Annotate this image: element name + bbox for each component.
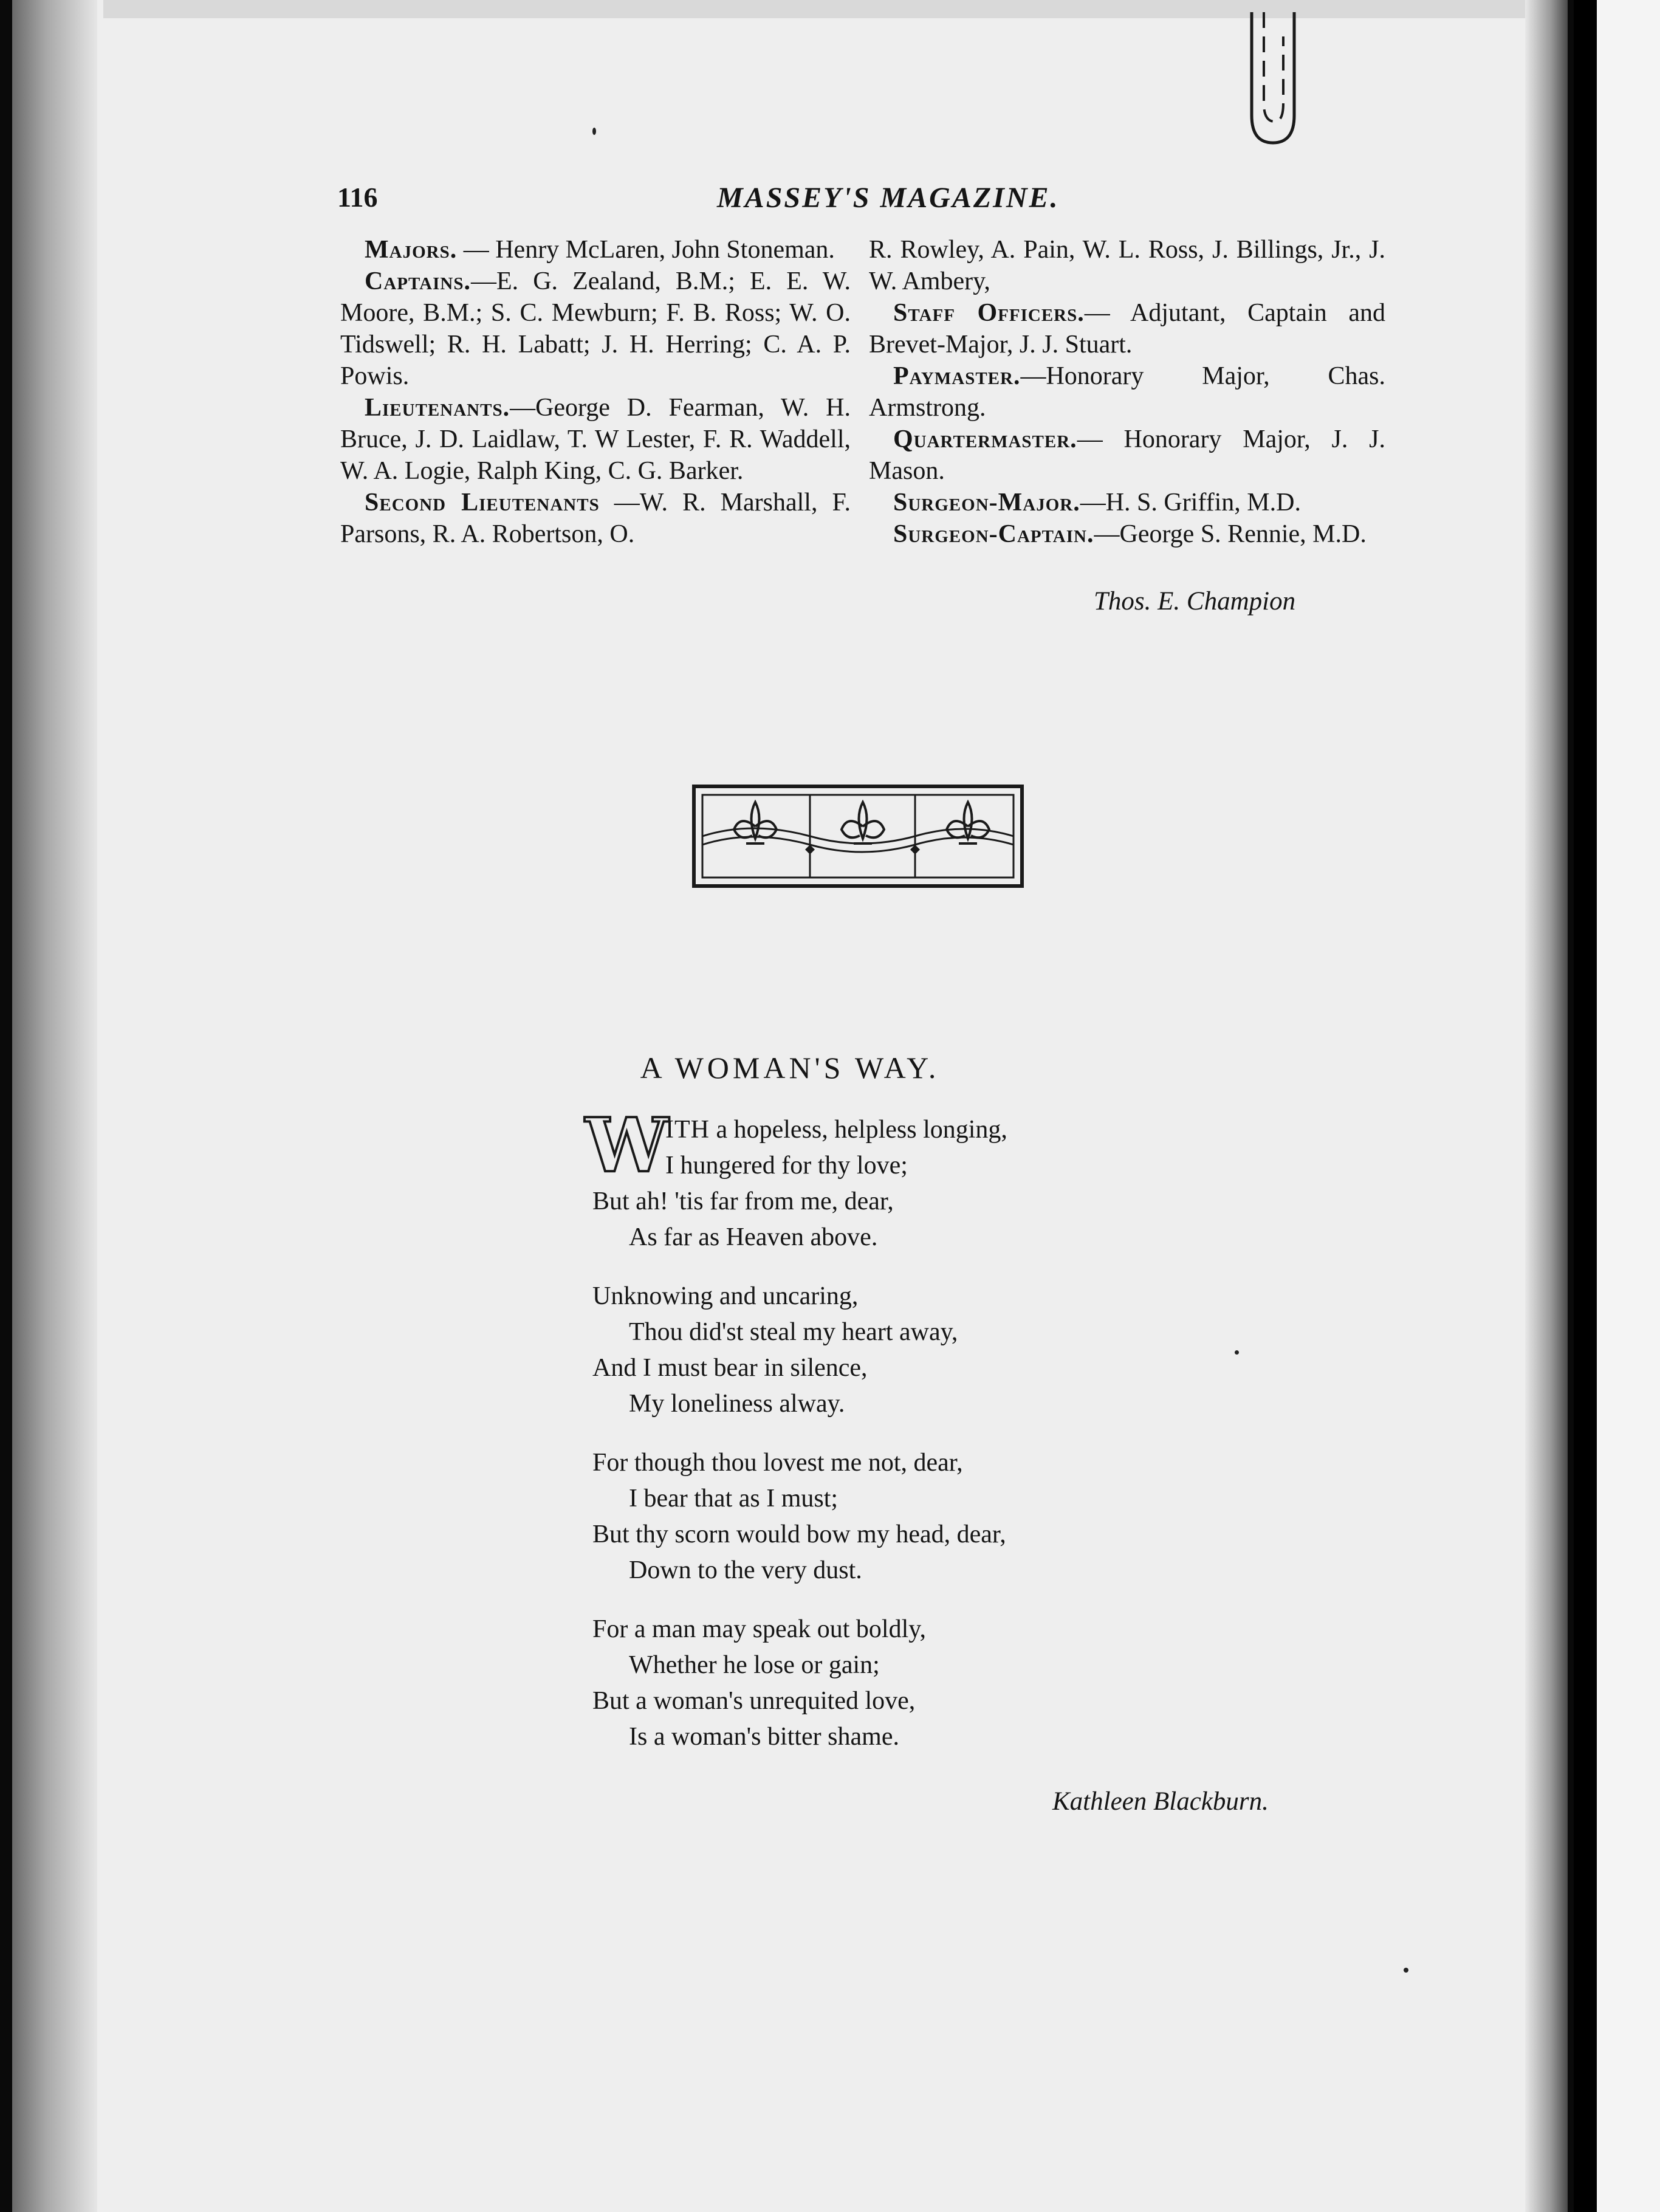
officer-entry [869, 424, 1385, 487]
poem-line [592, 1112, 1200, 1148]
paperclip-icon [1240, 12, 1306, 152]
officer-names: —George D. Fearman, W. H. Bruce, J. D. Laidlaw, T. W Lester, F. R. Waddell, W. A. Logie, Ralph King, C. G. Barker. [340, 394, 851, 485]
poem-line: Unknowing and uncaring, [592, 1282, 859, 1310]
poem-line: Is a woman's bitter shame. [629, 1723, 899, 1751]
officer-entry [340, 392, 851, 487]
scan-speck [1235, 1350, 1239, 1355]
poem-line-text: a hopeless, helpless longing, [716, 1116, 1007, 1144]
fleur-de-lis-ornament-icon [691, 784, 1024, 888]
rank-heading: Staff Officers. [893, 299, 1085, 327]
poem-title: A WOMAN'S WAY. [640, 1051, 940, 1085]
poem-line: But ah! 'tis far from me, dear, [592, 1187, 894, 1215]
officer-entry [340, 234, 851, 266]
poem-line: Thou did'st steal my heart away, [629, 1318, 958, 1346]
poem-body [585, 1101, 1200, 1778]
rank-heading: Lieutenants. [365, 394, 510, 422]
poem-line: But thy scorn would bow my head, dear, [592, 1520, 1006, 1548]
officer-entry [869, 297, 1385, 360]
rank-heading: Surgeon-Major. [893, 489, 1080, 517]
officer-names: —Honorary Major, Chas. Armstrong. [869, 362, 1385, 422]
rank-heading: Majors. [365, 236, 458, 264]
adjacent-page-strip [1597, 0, 1660, 2212]
poem-stanza [592, 1445, 1200, 1589]
poem-line: My loneliness alway. [629, 1390, 845, 1418]
poem-line: I hungered for thy love; [665, 1152, 908, 1180]
scan-speck [592, 128, 596, 135]
officer-entry [869, 518, 1385, 550]
rank-heading: Second Lieutenants [365, 489, 600, 517]
officer-entry [869, 487, 1385, 518]
officer-names: — Henry McLaren, John Stoneman. [457, 236, 835, 264]
poem-line: For a man may speak out boldly, [592, 1615, 927, 1643]
rank-heading: Paymaster. [893, 362, 1021, 390]
poem-line: And I must bear in silence, [592, 1354, 868, 1382]
poem-line: Down to the very dust. [629, 1556, 862, 1584]
officer-names: —H. S. Griffin, M.D. [1080, 489, 1301, 517]
poem-stanza [585, 1101, 1200, 1255]
officers-right-column [869, 234, 1385, 550]
scanned-page [12, 0, 1568, 2212]
officer-entry [340, 487, 851, 550]
officer-names: —George S. Rennie, M.D. [1094, 520, 1367, 548]
officer-names: — Adjutant, Captain and Brevet-Major, J. J. Stuart. [869, 299, 1385, 359]
officer-entry-continued: R. Rowley, A. Pain, W. L. Ross, J. Billings, Jr., J. W. Ambery, [869, 236, 1385, 295]
page-top-edge [103, 0, 1562, 18]
poem-line: I bear that as I must; [629, 1485, 839, 1513]
officer-names: —W. R. Marshall, F. Parsons, R. A. Robertson, O. [340, 489, 851, 548]
scan-speck [1404, 1968, 1408, 1973]
officers-left-column [340, 234, 851, 550]
poem-line: As far as Heaven above. [629, 1223, 878, 1251]
running-header [12, 176, 1568, 225]
article-author: Thos. E. Champion [1094, 587, 1296, 616]
officer-names: —E. G. Zealand, B.M.; E. E. W. Moore, B.M.; S. C. Mewburn; F. B. Ross; W. O. Tidswell; R. H. Labatt; J. H. Herring; C. A. P. Powis. [340, 267, 851, 390]
poem-line: But a woman's unrequited love, [592, 1687, 916, 1715]
officer-entry [869, 360, 1385, 424]
page-number: 116 [337, 182, 378, 213]
officer-entry [340, 266, 851, 392]
officer-names: — Honorary Major, J. J. Mason. [869, 425, 1385, 485]
page-edge-shadow [1525, 0, 1568, 2212]
rank-heading: Surgeon-Captain. [893, 520, 1094, 548]
poem-stanza [592, 1612, 1200, 1755]
poem-stanza [592, 1279, 1200, 1422]
rank-heading: Quartermaster. [893, 425, 1077, 453]
binding-shadow [12, 0, 97, 2212]
poem-line: For though thou lovest me not, dear, [592, 1449, 963, 1477]
poem-author: Kathleen Blackburn. [1052, 1787, 1269, 1816]
drop-cap: W [585, 1101, 669, 1189]
first-word-rest: ITH [665, 1116, 710, 1144]
poem-line: Whether he lose or gain; [629, 1651, 880, 1679]
magazine-title: MASSEY'S MAGAZINE. [717, 182, 1060, 214]
rank-heading: Captains. [365, 267, 471, 295]
